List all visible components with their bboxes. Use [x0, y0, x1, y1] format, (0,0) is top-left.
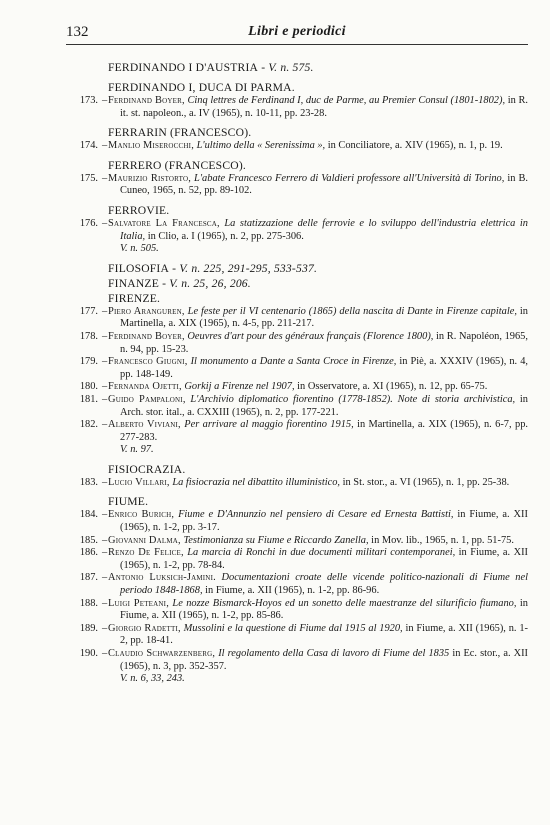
entry-title: Le feste per il VI centenario (1865) della nascita di Dante in Firenze capitale, — [187, 305, 517, 317]
entry-dash: – — [102, 330, 108, 342]
bibliography-entry — [66, 173, 528, 198]
page-number: 132 — [66, 24, 89, 40]
bibliography-entry — [66, 419, 528, 444]
entry-number: 181. — [79, 393, 98, 405]
entry-body — [108, 95, 528, 120]
entry-dash: – — [102, 305, 108, 317]
entry-author: Francesco Giugni, — [108, 356, 188, 368]
entry-body — [108, 381, 528, 394]
entry-citation: in B. Cuneo, 1965, n. 52, pp. 89-102. — [120, 172, 528, 197]
entry-citation: in Osservatore, a. XI (1965), n. 12, pp. 65-75. — [294, 381, 488, 393]
entry-dash: – — [102, 356, 108, 368]
bibliography-entry — [66, 623, 528, 648]
section-heading — [108, 291, 528, 306]
entry-dash: – — [102, 648, 108, 659]
entry-dash: – — [102, 393, 108, 405]
entry-title: Il monumento a Dante a Santa Croce in Firenze, — [190, 356, 397, 368]
entry-citation: in R. it. st. napoleon., a. IV (1965), n. 10-11, pp. 23-28. — [120, 95, 528, 119]
entry-number: 177. — [79, 305, 98, 317]
entry-dash: – — [102, 419, 108, 431]
section-heading-text: FERDINANDO I D'AUSTRIA — [108, 61, 259, 74]
entry-citation: in Martinella, a. XIX (1965), n. 6-7, pp. 277-283. — [120, 419, 528, 443]
entry-body — [108, 547, 528, 572]
entry-citation: in Mov. lib., 1965, n. 1, pp. 51-75. — [368, 534, 514, 546]
entry-dash: – — [102, 476, 108, 488]
entry-dash: – — [102, 140, 108, 152]
entry-body — [108, 173, 528, 198]
entry-title: L'ultimo della « Serenissima », — [196, 140, 326, 152]
entry-title: Testimonianza su Fiume e Riccardo Zanella, — [183, 534, 369, 546]
bibliography-entry — [66, 356, 528, 381]
entry-title: La statizzazione delle ferrovie e lo sviluppo dell'industria elettrica in Italia, — [120, 217, 528, 242]
entry-author: Salvatore La Francesca, — [108, 217, 220, 229]
section-heading — [108, 60, 528, 75]
entry-body — [108, 218, 528, 243]
entry-author: Alberto Viviani, — [108, 419, 181, 431]
bibliography-list — [66, 60, 528, 686]
section-heading-ref: - V. n. 25, 26, 206. — [159, 276, 251, 290]
entry-citation: in Fiume, a. XII (1965), n. 1-2, pp. 85-86. — [120, 597, 528, 622]
entry-dash: – — [102, 381, 108, 393]
entry-body — [108, 419, 528, 444]
bibliography-entry — [66, 509, 528, 534]
entry-body — [108, 331, 528, 356]
entry-dash: – — [102, 217, 108, 229]
entry-number: 175. — [79, 172, 98, 184]
entry-number: 179. — [79, 356, 98, 368]
entry-author: Claudio Schwarzenberg, — [108, 648, 216, 659]
section-heading-text: FERRERO (FRANCESCO). — [108, 158, 246, 172]
entry-number: 189. — [79, 622, 98, 634]
running-title: Libri e periodici — [248, 24, 346, 39]
entry-title: Il regolamento della Casa di lavoro di Fiume del 1835 — [218, 648, 450, 659]
entry-number: 187. — [79, 572, 98, 584]
entry-author: Fernanda Ojetti, — [108, 381, 182, 393]
section-heading-text: FIUME. — [108, 495, 149, 509]
entry-citation: in Fiume, a. XII (1965), n. 1-2, pp. 18-41. — [120, 622, 528, 647]
entry-dash: – — [102, 597, 108, 609]
entry-title: Mussolini e la questione di Fiume dal 1915 al 1920, — [183, 622, 403, 634]
bibliography-entry — [66, 306, 528, 331]
entry-number: 190. — [79, 648, 98, 659]
section-heading-ref: - V. n. 225, 291-295, 533-537. — [169, 261, 318, 275]
section-heading — [108, 276, 528, 291]
entry-body — [108, 306, 528, 331]
entry-body — [108, 623, 528, 648]
entry-number: 180. — [79, 381, 98, 393]
entry-author: Enrico Burich, — [108, 509, 175, 521]
entry-citation: in Ec. stor., a. XII (1965), n. 3, pp. 352-357. — [120, 648, 529, 672]
entry-dash: – — [102, 509, 108, 521]
entry-author: Ferdinand Boyer, — [108, 95, 185, 106]
entry-number: 178. — [79, 330, 98, 342]
entry-title: Cinq lettres de Ferdinand I, duc de Parme, au Premier Consul (1801-1802), — [187, 95, 506, 106]
bibliography-entry — [66, 572, 528, 597]
entry-body — [108, 535, 528, 548]
entry-title: La fisiocrazia nel dibattito illuministico, — [172, 476, 341, 488]
entry-author: Ferdinand Boyer, — [108, 330, 185, 342]
bibliography-entry — [66, 598, 528, 623]
section-heading-text: FISIOCRAZIA. — [108, 462, 186, 476]
entry-body — [108, 394, 528, 419]
section-heading — [108, 261, 528, 276]
entry-title: Documentazioni croate delle vicende politico-nazionali di Fiume nel periodo 1848-1868, — [120, 572, 529, 597]
cross-reference: V. n. 6, 33, 243. — [120, 673, 185, 685]
cross-reference: V. n. 97. — [120, 444, 154, 456]
section-heading-text: FINANZE — [108, 276, 159, 290]
bibliography-entry — [66, 535, 528, 548]
entry-author: Luigi Peteani, — [108, 597, 169, 609]
section-heading — [108, 158, 528, 173]
section-heading-text: FERDINANDO I, DUCA DI PARMA. — [108, 81, 295, 94]
entry-title: Per arrivare al maggio fiorentino 1915, — [184, 419, 354, 431]
entry-title: Fiume e D'Annunzio nel pensiero di Cesare ed Ernesta Battisti, — [178, 509, 454, 521]
entry-title: Le nozze Bismarck-Hoyos ed un sonetto delle maestranze del silurificio fiumano, — [172, 597, 517, 609]
section-heading-text: FERROVIE. — [108, 203, 170, 217]
section-heading-text: FIRENZE. — [108, 291, 161, 305]
entry-citation: in Fiume, a. XII (1965), n. 1-2, pp. 3-17. — [120, 509, 528, 534]
section-heading-text: FILOSOFIA — [108, 261, 170, 275]
entry-author: Lucio Villari, — [108, 476, 170, 488]
entry-number: 185. — [79, 534, 98, 546]
section-heading — [108, 125, 528, 140]
bibliography-entry — [66, 95, 528, 120]
bibliography-entry — [66, 477, 528, 490]
entry-citation: in St. stor., a. VI (1965), n. 1, pp. 25-38. — [340, 476, 510, 488]
entry-citation: in Fiume, a. XII (1965), n. 1-2, pp. 78-84. — [120, 547, 529, 571]
cross-reference: V. n. 505. — [120, 243, 159, 255]
entry-author: Giovanni Dalma, — [108, 534, 181, 546]
entry-author: Guido Pampaloni, — [108, 393, 186, 405]
bibliography-entry — [66, 218, 528, 243]
entry-body — [108, 477, 528, 490]
entry-body — [108, 648, 528, 673]
entry-body — [108, 509, 528, 534]
entry-number: 184. — [79, 509, 98, 521]
entry-number: 186. — [79, 547, 98, 559]
entry-title: La marcia di Ronchi in due documenti militari contemporanei, — [187, 547, 456, 559]
entry-body — [108, 140, 528, 153]
entry-dash: – — [102, 95, 108, 106]
bibliography-entry — [66, 648, 528, 673]
entry-dash: – — [102, 572, 108, 584]
entry-title: Oeuvres d'art pour des généraux français (Florence 1800), — [187, 330, 434, 342]
entry-dash: – — [102, 622, 108, 634]
header-rule — [66, 44, 528, 45]
entry-author: Renzo De Felice, — [108, 547, 184, 559]
entry-title: Gorkij a Firenze nel 1907, — [184, 381, 295, 393]
bibliography-entry — [66, 140, 528, 153]
page-header — [66, 24, 528, 44]
entry-author: Piero Aranguren, — [108, 305, 185, 317]
entry-body — [108, 598, 528, 623]
section-heading — [108, 203, 528, 218]
section-heading-ref: - V. n. 575. — [258, 61, 314, 74]
entry-dash: – — [102, 534, 108, 546]
entry-number: 182. — [79, 419, 98, 431]
bibliography-entry — [66, 547, 528, 572]
entry-citation: in R. Napoléon, 1965, n. 94, pp. 15-23. — [120, 330, 528, 355]
bibliography-entry — [66, 381, 528, 394]
entry-citation: in Arch. stor. ital., a. CXXIII (1965), n. 2, pp. 177-221. — [120, 393, 528, 418]
entry-number: 188. — [79, 597, 98, 609]
entry-author: Manlio Miserocchi, — [108, 140, 194, 152]
entry-citation: in Clio, a. I (1965), n. 2, pp. 275-306. — [145, 230, 304, 242]
entry-body — [108, 572, 528, 597]
entry-author: Antonio Luksich-Jamini. — [108, 572, 216, 584]
entry-number: 176. — [79, 217, 98, 229]
entry-number: 173. — [79, 95, 98, 106]
entry-dash: – — [102, 172, 108, 184]
entry-author: Maurizio Ristorto, — [108, 172, 192, 184]
entry-citation: in Conciliatore, a. XIV (1965), n. 1, p. 19. — [325, 140, 503, 152]
entry-citation: in Fiume, a. XII (1965), n. 1-2, pp. 86-96. — [202, 585, 380, 597]
entry-number: 174. — [79, 140, 98, 152]
section-heading — [108, 462, 528, 477]
entry-citation: in Piè, a. XXXIV (1965), n. 4, pp. 148-149. — [120, 356, 528, 380]
bibliography-entry — [66, 394, 528, 419]
entry-citation: in Martinella, a. XIX (1965), n. 4-5, pp. 211-217. — [120, 305, 528, 330]
section-heading — [108, 80, 528, 95]
entry-author: Giorgio Radetti, — [108, 622, 181, 634]
entry-title: L'abate Francesco Ferrero di Valdieri professore all'Università di Torino, — [194, 172, 505, 184]
entry-title: L'Archivio diplomatico fiorentino (1778-1852). Note di storia archivistica, — [190, 393, 516, 405]
section-heading-text: FERRARIN (FRANCESCO). — [108, 126, 252, 140]
entry-number: 183. — [79, 476, 98, 488]
bibliography-entry — [66, 331, 528, 356]
entry-body — [108, 356, 528, 381]
entry-dash: – — [102, 547, 108, 559]
section-heading — [108, 494, 528, 509]
